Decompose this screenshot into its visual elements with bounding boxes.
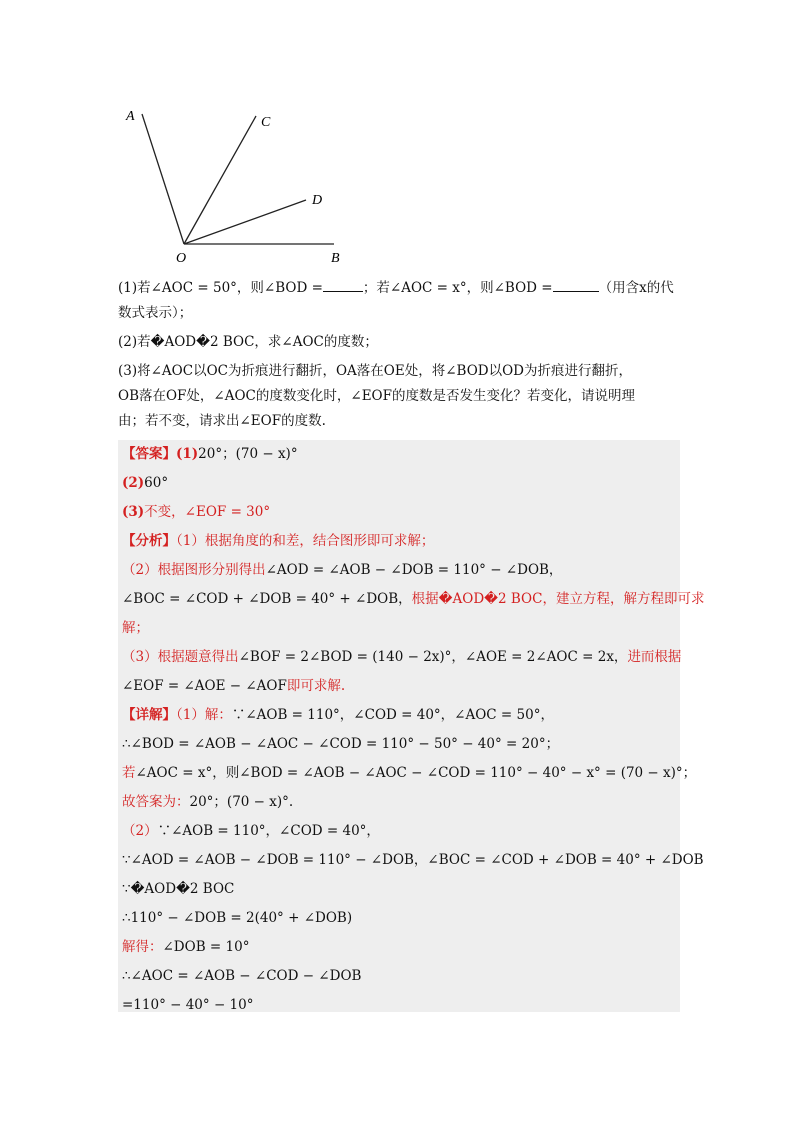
detail-line-4: 故答案为：20°；(70 − x)°. xyxy=(122,794,294,810)
analysis-line-6: ∠EOF = ∠AOE − ∠AOF即可求解. xyxy=(122,678,346,694)
detail-line-11: =110° − 40° − 10° xyxy=(122,997,254,1013)
detail-line-6: ∵∠AOD = ∠AOB − ∠DOB = 110° − ∠DOB，∠BOC = ∠COD + ∠DOB = 40° + ∠DOB xyxy=(122,852,704,868)
analysis-line-1: 【分析】（1）根据角度的和差，结合图形即可求解； xyxy=(122,533,435,549)
angle-figure xyxy=(118,98,358,268)
label-c: C xyxy=(261,115,271,130)
ray-oa xyxy=(142,114,184,244)
detail-line-1: 【详解】（1）解：∵∠AOB = 110°，∠COD = 40°，∠AOC = 50°， xyxy=(122,707,554,723)
detail-line-2: ∴∠BOD = ∠AOB − ∠AOC − ∠COD = 110° − 50° − 40° = 20°； xyxy=(122,736,560,752)
label-d: D xyxy=(312,193,323,208)
analysis-line-3: ∠BOC = ∠COD + ∠DOB = 40° + ∠DOB，根据�AOD�2 BOC，建立方程，解方程即可求 xyxy=(122,591,705,607)
analysis-line-4: 解； xyxy=(122,620,149,636)
detail-line-8: ∴110° − ∠DOB = 2(40° + ∠DOB) xyxy=(122,910,353,926)
ray-oc xyxy=(184,116,256,244)
answer-line-2: (2)60° xyxy=(122,475,169,491)
solution-block xyxy=(118,440,705,1013)
label-a: A xyxy=(126,109,135,124)
answer-blank-1 xyxy=(323,279,363,292)
label-o: O xyxy=(176,251,187,266)
detail-line-9: 解得：∠DOB = 10° xyxy=(122,939,250,955)
question-2: (2)若�AOD�2 BOC，求∠AOC的度数； xyxy=(118,334,378,350)
answer-line-3: (3)不变，∠EOF = 30° xyxy=(122,504,271,520)
ray-od xyxy=(184,200,306,244)
analysis-line-5: （3）根据题意得出∠BOF = 2∠BOD = (140 − 2x)°，∠AOE = 2∠AOC = 2x，进而根据 xyxy=(122,649,682,665)
detail-line-10: ∴∠AOC = ∠AOB − ∠COD − ∠DOB xyxy=(122,968,362,984)
question-1: (1)若∠AOC = 50°，则∠BOD = ；若∠AOC = x°，则∠BOD = （用含x的代 数式表示）； xyxy=(118,280,674,321)
answer-blank-2 xyxy=(553,279,599,292)
detail-line-5: （2）∵∠AOB = 110°，∠COD = 40°， xyxy=(122,823,380,839)
answer-line-1: 【答案】(1)20°；(70 − x)° xyxy=(122,446,298,462)
detail-line-7: ∵�AOD�2 BOC xyxy=(122,881,235,897)
question-3: (3)将∠AOC以OC为折痕进行翻折，OA落在OE处，将∠BOD以OD为折痕进行翻折， OB落在OF处，∠AOC的度数变化时，∠EOF的度数是否发生变化？若变化，请说明理 由；若不变，请求出∠EOF的度数. xyxy=(118,363,635,429)
question-block xyxy=(118,276,684,438)
detail-line-3: 若∠AOC = x°，则∠BOD = ∠AOB − ∠AOC − ∠COD = 110° − 40° − x° = (70 − x)°； xyxy=(122,765,697,781)
analysis-line-2: （2）根据图形分别得出∠AOD = ∠AOB − ∠DOB = 110° − ∠DOB， xyxy=(122,562,563,578)
label-b: B xyxy=(331,251,340,266)
